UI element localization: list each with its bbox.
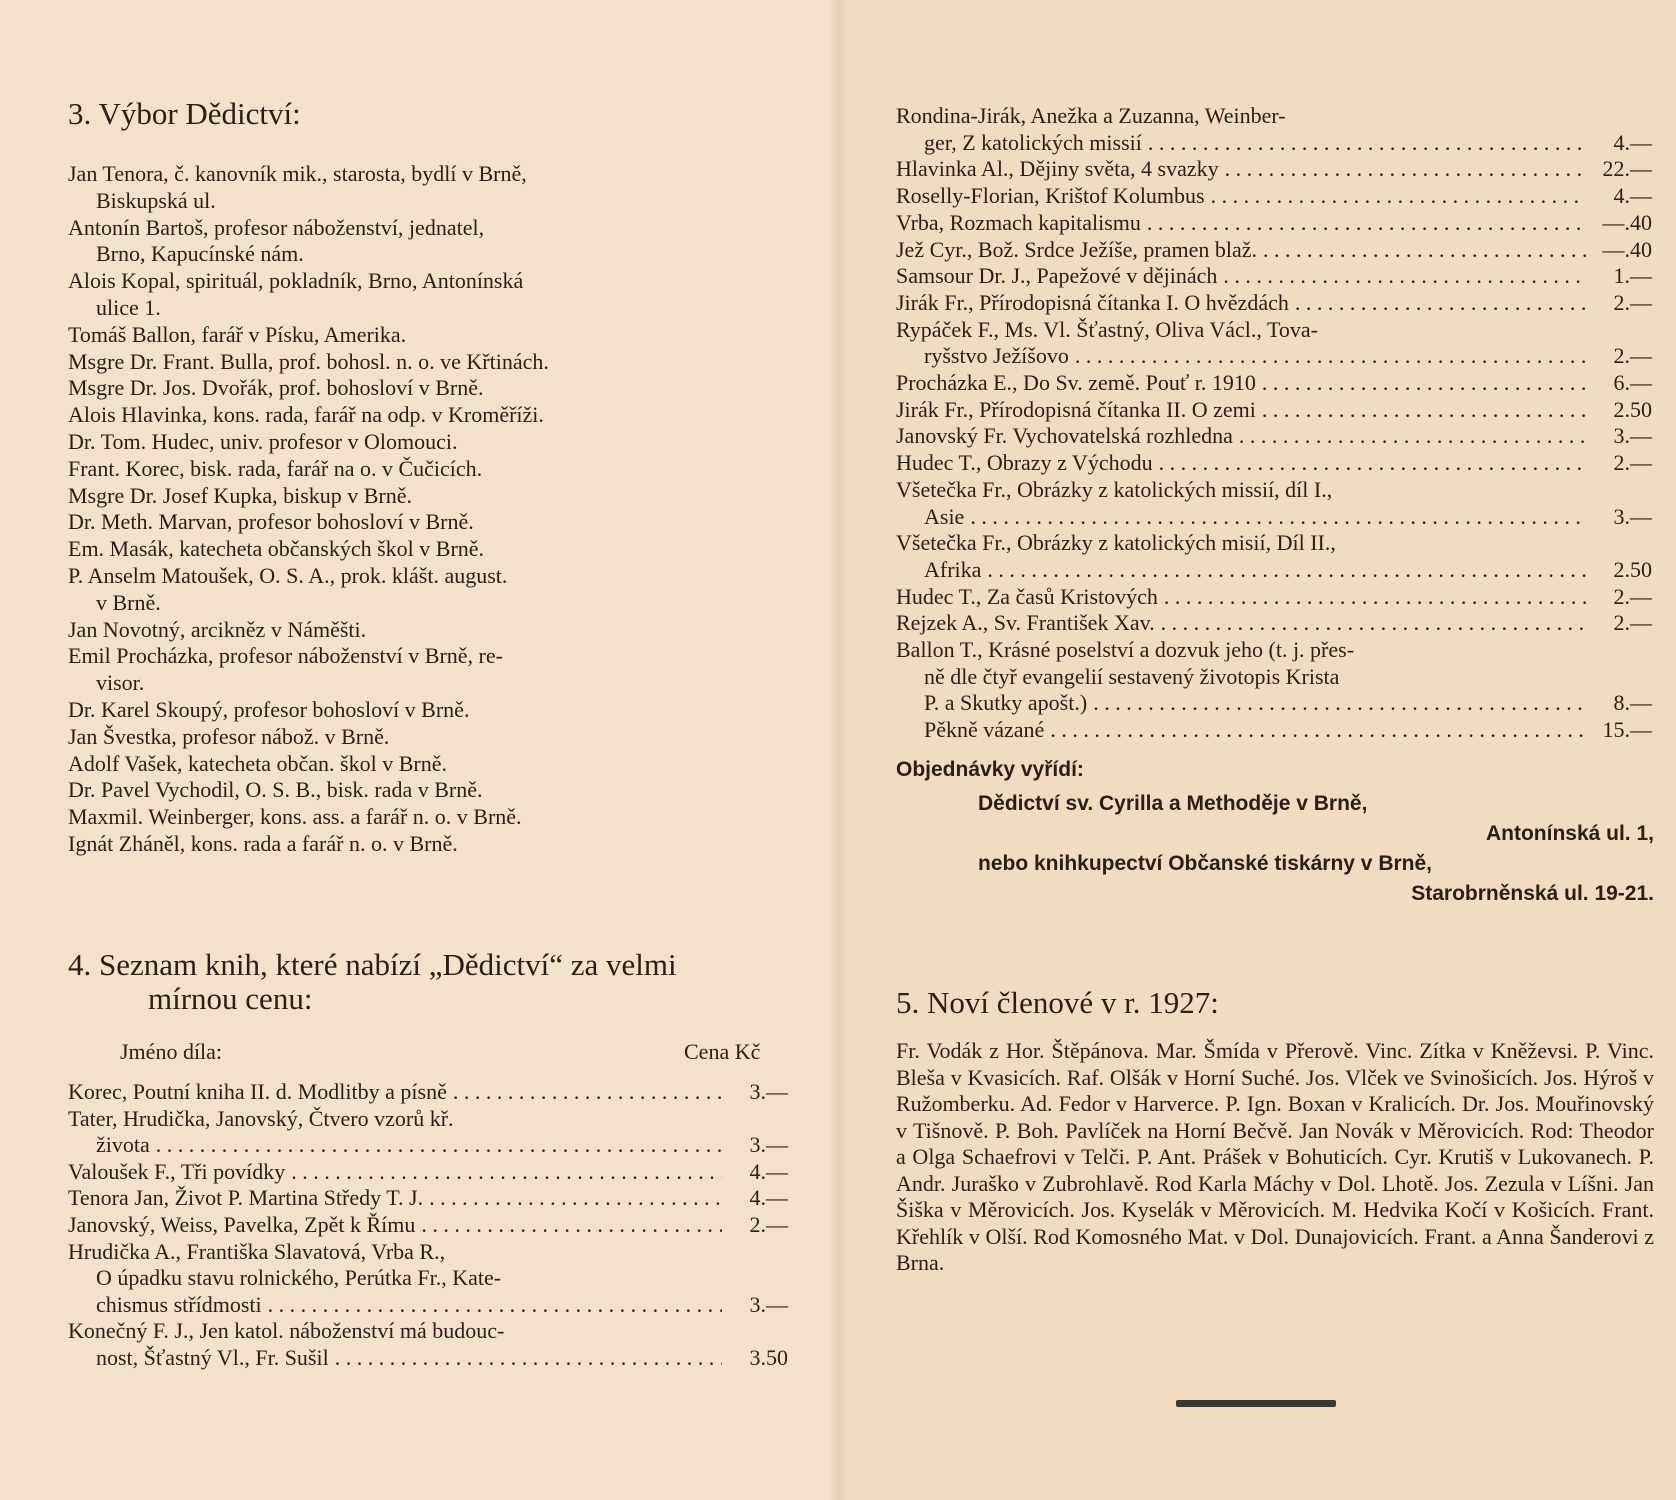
book-title: Hudec T., Obrazy z Východu — [896, 450, 1153, 476]
book-title: Ballon T., Krásné poselství a dozvuk jeho (t. j. přes- — [896, 637, 1355, 662]
orders-line-3: nebo knihkupectví Občanské tiskárny v Brně, — [978, 852, 1432, 875]
dot-leader — [1075, 342, 1586, 369]
book-entry — [896, 396, 1652, 423]
book-entry — [68, 1317, 788, 1344]
dot-leader — [1262, 396, 1586, 423]
book-entry — [896, 609, 1652, 636]
dot-leader — [1263, 236, 1586, 263]
book-entry — [96, 1131, 788, 1158]
book-price: 2.— — [1613, 289, 1652, 315]
book-entry — [68, 1238, 788, 1265]
book-title: Rondina-Jirák, Anežka a Zuzanna, Weinber- — [896, 103, 1286, 128]
committee-line: Jan Novotný, arcikněz v Náměšti. — [68, 616, 367, 642]
dot-leader — [1239, 422, 1586, 449]
book-title: Afrika — [924, 556, 982, 582]
book-title: ně dle čtyř evangelií sestavený životopis Krista — [924, 663, 1340, 689]
orders-line-1: Dědictví sv. Cyrilla a Methoděje v Brně, — [978, 792, 1368, 815]
book-price: 3.— — [1613, 503, 1652, 529]
book-price: 3.— — [749, 1079, 788, 1104]
book-title: Korec, Poutní kniha II. d. Modlitby a písně — [68, 1079, 447, 1104]
book-price: 3.— — [749, 1132, 788, 1158]
book-entry — [924, 689, 1652, 716]
book-entry — [68, 1105, 788, 1132]
committee-line: Jan Tenora, č. kanovník mik., starosta, bydlí v Brně, — [68, 161, 527, 186]
book-title: Vrba, Rozmach kapitalismu — [896, 209, 1141, 235]
book-price: —.40 — [1602, 209, 1652, 235]
committee-line: Dr. Karel Skoupý, profesor bohosloví v Brně. — [68, 697, 470, 722]
book-price: 2.— — [1613, 343, 1652, 369]
book-title: Jež Cyr., Bož. Srdce Ježíše, pramen blaž. — [896, 236, 1258, 262]
dot-leader — [429, 1184, 722, 1211]
dot-leader — [1295, 289, 1586, 316]
book-entry — [896, 636, 1652, 663]
dot-leader — [970, 503, 1586, 530]
column-header-name: Jméno díla: — [120, 1039, 223, 1064]
dot-leader — [453, 1078, 722, 1105]
book-title: Konečný F. J., Jen katol. náboženství má budouc- — [68, 1318, 505, 1344]
book-title: Valoušek F., Tři povídky — [68, 1158, 286, 1184]
dot-leader — [987, 556, 1586, 583]
dot-leader — [1159, 449, 1586, 476]
book-title: Procházka E., Do Sv. země. Pouť r. 1910 — [896, 370, 1256, 395]
dot-leader — [1225, 155, 1586, 182]
committee-line: Msgre Dr. Josef Kupka, biskup v Brně. — [68, 482, 413, 508]
book-title: Všetečka Fr., Obrázky z katolických misií, Díl II., — [896, 530, 1336, 556]
book-price: —.40 — [1602, 236, 1652, 262]
book-price: 2.— — [1613, 450, 1652, 476]
book-price: 4.— — [749, 1158, 788, 1184]
committee-line: Maxmil. Weinberger, kons. ass. a farář n. o. v Brně. — [68, 804, 522, 830]
book-entry — [896, 476, 1652, 503]
committee-line: v Brně. — [96, 589, 161, 615]
dot-leader — [1161, 609, 1586, 636]
book-title: chismus střídmosti — [96, 1291, 262, 1317]
book-title: Roselly-Florian, Krištof Kolumbus — [896, 183, 1205, 209]
dot-leader — [1223, 262, 1586, 289]
book-entry — [896, 262, 1652, 289]
book-title: Tenora Jan, Život P. Martina Středy T. J. — [68, 1185, 424, 1211]
committee-line: visor. — [96, 670, 145, 696]
book-entry — [896, 369, 1652, 396]
book-entry — [896, 316, 1652, 343]
book-title: Hudec T., Za časů Kristových — [896, 583, 1158, 609]
column-header-price: Cena Kč — [684, 1039, 761, 1064]
book-entry — [896, 102, 1652, 129]
dot-leader — [1093, 689, 1586, 716]
committee-line: ulice 1. — [96, 295, 161, 320]
book-entry — [68, 1158, 788, 1185]
book-price: 1.— — [1613, 263, 1652, 289]
decorative-rule — [1176, 1400, 1336, 1407]
book-entry — [924, 716, 1652, 743]
book-title: Hlavinka Al., Dějiny světa, 4 svazky — [896, 156, 1219, 182]
right-page — [838, 0, 1676, 1500]
dot-leader — [1211, 182, 1586, 209]
book-title: Samsour Dr. J., Papežové v dějinách — [896, 263, 1218, 289]
book-price: 22.— — [1602, 156, 1652, 182]
book-price: 3.— — [749, 1291, 788, 1317]
dot-leader — [291, 1158, 722, 1185]
book-entry — [924, 663, 1652, 690]
book-entry — [68, 1184, 788, 1211]
book-entry — [924, 342, 1652, 369]
book-entry — [896, 182, 1652, 209]
book-entry — [896, 583, 1652, 610]
committee-line: Dr. Tom. Hudec, univ. profesor v Olomouci. — [68, 429, 458, 454]
book-entry — [924, 129, 1652, 156]
book-price: 8.— — [1613, 690, 1652, 716]
book-title: Tater, Hrudička, Janovský, Čtvero vzorů kř. — [68, 1105, 454, 1131]
committee-line: Adolf Vašek, katecheta občan. škol v Brně. — [68, 750, 447, 776]
book-price: 6.— — [1613, 370, 1652, 395]
book-price: 2.— — [1613, 610, 1652, 636]
book-price: 15.— — [1602, 717, 1652, 743]
committee-line: Dr. Pavel Vychodil, O. S. B., bisk. rada v Brně. — [68, 777, 483, 803]
committee-line: Msgre Dr. Frant. Bulla, prof. bohosl. n. o. ve Křtinách. — [68, 348, 549, 374]
book-entry — [924, 503, 1652, 530]
orders-line-2: Antonínská ul. 1, — [1485, 822, 1654, 845]
dot-leader — [335, 1344, 722, 1371]
section-4-title: 4. Seznam knih, které nabízí „Dědictví“ za velmi — [68, 947, 677, 982]
orders-line-4: Starobrněnská ul. 19-21. — [1411, 882, 1654, 905]
book-title: Jirák Fr., Přírodopisná čítanka II. O zemi — [896, 396, 1256, 422]
section-3-title: 3. Výbor Dědictví: — [68, 96, 301, 131]
book-title: Hrudička A., Františka Slavatová, Vrba R., — [68, 1238, 446, 1264]
book-entry — [896, 449, 1652, 476]
book-entry — [896, 422, 1652, 449]
committee-line: Tomáš Ballon, farář v Písku, Amerika. — [68, 321, 407, 347]
committee-line: Alois Hlavinka, kons. rada, farář na odp. v Kroměříži. — [68, 402, 544, 428]
book-title: Rypáček F., Ms. Vl. Šťastný, Oliva Václ., Tova- — [896, 316, 1318, 342]
dot-leader — [1262, 369, 1586, 396]
book-entry — [68, 1078, 788, 1105]
book-price: 2.— — [1613, 583, 1652, 609]
committee-line: Antonín Bartoš, profesor náboženství, jednatel, — [68, 214, 485, 240]
book-price: 3.— — [1613, 423, 1652, 449]
new-members-paragraph: Fr. Vodák z Hor. Štěpánova. Mar. Šmída v Přerově. Vinc. Zítka v Kněževsi. P. Vinc. Bleša v Kvasicích. Raf. Olšák v Horní Suché. Jos. Vlček ve Svinošicích. Jos. Hýroš v Ružomberku. Ad. Fedor v Harverce. P. Ign. Boxan v Kralicích. Dr. Jos. Mouřinovský v Tišnově. P. Boh. Pavlíček na Horní Bečvě. Jan Novák v Měrovicích. Rod: Theodor a Olga Schaefrovi v Telči. P. Ant. Prášek v Bohuticích. Cyr. Krutiš v Lukovanech. P. Andr. Juraško v Zubrohlavě. Rod Karla Máchy v Dol. Lhotě. Jos. Zezula v Líšni. Jan Šiška v Měrovicích. Jos. Kyselák v Měrovicích. M. Hedvika Kočí v Košicích. Frant. Křehlík v Olší. Rod Komosného Mat. v Dol. Dunajovicích. Frant. a Anna Šanderovi z Brna. — [896, 1038, 1654, 1275]
committee-line: Msgre Dr. Jos. Dvořák, prof. bohosloví v Brně. — [68, 375, 484, 401]
book-title: Pěkně vázané — [924, 717, 1045, 743]
book-title: Rejzek A., Sv. František Xav. — [896, 610, 1155, 636]
book-price: 4.— — [1613, 183, 1652, 209]
book-entry — [96, 1291, 788, 1318]
committee-line: P. Anselm Matoušek, O. S. A., prok. klášt. august. — [68, 563, 508, 588]
orders-heading: Objednávky vyřídí: — [896, 758, 1084, 781]
book-entry — [96, 1344, 788, 1371]
book-entry — [896, 236, 1652, 263]
committee-line: Frant. Korec, bisk. rada, farář na o. v Čučicích. — [68, 455, 483, 481]
book-entry — [896, 209, 1652, 236]
book-title: P. a Skutky apošt.) — [924, 690, 1088, 716]
dot-leader — [156, 1131, 722, 1158]
committee-line: Em. Masák, katecheta občanských škol v Brně. — [68, 536, 485, 562]
dot-leader — [421, 1211, 722, 1238]
book-title: života — [96, 1132, 150, 1158]
dot-leader — [1050, 716, 1586, 743]
book-title: Jirák Fr., Přírodopisná čítanka I. O hvězdách — [896, 289, 1289, 315]
committee-line: Emil Procházka, profesor náboženství v Brně, re- — [68, 643, 503, 669]
book-title: Asie — [924, 503, 965, 529]
committee-line: Biskupská ul. — [96, 187, 216, 213]
book-entry — [96, 1264, 788, 1291]
dot-leader — [1147, 209, 1586, 236]
section-5-title: 5. Noví členové v r. 1927: — [896, 985, 1219, 1020]
committee-line: Alois Kopal, spirituál, pokladník, Brno, Antonínská — [68, 268, 524, 294]
dot-leader — [1164, 583, 1586, 610]
book-price: 3.50 — [749, 1345, 788, 1370]
book-title: Všetečka Fr., Obrázky z katolických missií, díl I., — [896, 476, 1333, 502]
book-title: Janovský Fr. Vychovatelská rozhledna — [896, 423, 1233, 449]
book-entry — [896, 289, 1652, 316]
book-price: 4.— — [749, 1185, 788, 1211]
committee-line: Jan Švestka, profesor nábož. v Brně. — [68, 723, 390, 749]
book-entry — [896, 529, 1652, 556]
section-4-title-cont: mírnou cenu: — [148, 981, 313, 1016]
book-price: 4.— — [1613, 129, 1652, 155]
book-title: Janovský, Weiss, Pavelka, Zpět k Římu — [68, 1212, 416, 1237]
committee-line: Ignát Zháněl, kons. rada a farář n. o. v Brně. — [68, 831, 458, 856]
committee-line: Brno, Kapucínské nám. — [96, 241, 304, 267]
book-title: ryšstvo Ježíšovo — [924, 343, 1069, 369]
book-price: 2.50 — [1613, 556, 1652, 582]
book-entry — [68, 1211, 788, 1238]
dot-leader — [1148, 129, 1586, 156]
book-title: O úpadku stavu rolnického, Perútka Fr., Kate- — [96, 1265, 502, 1291]
dot-leader — [268, 1291, 722, 1318]
book-price: 2.— — [749, 1212, 788, 1237]
book-price: 2.50 — [1613, 396, 1652, 422]
book-title: nost, Šťastný Vl., Fr. Sušil — [96, 1345, 329, 1370]
book-entry — [896, 155, 1652, 182]
book-title: ger, Z katolických missií — [924, 129, 1142, 155]
book-gutter — [828, 0, 848, 1500]
committee-line: Dr. Meth. Marvan, profesor bohosloví v Brně. — [68, 509, 474, 535]
book-entry — [924, 556, 1652, 583]
